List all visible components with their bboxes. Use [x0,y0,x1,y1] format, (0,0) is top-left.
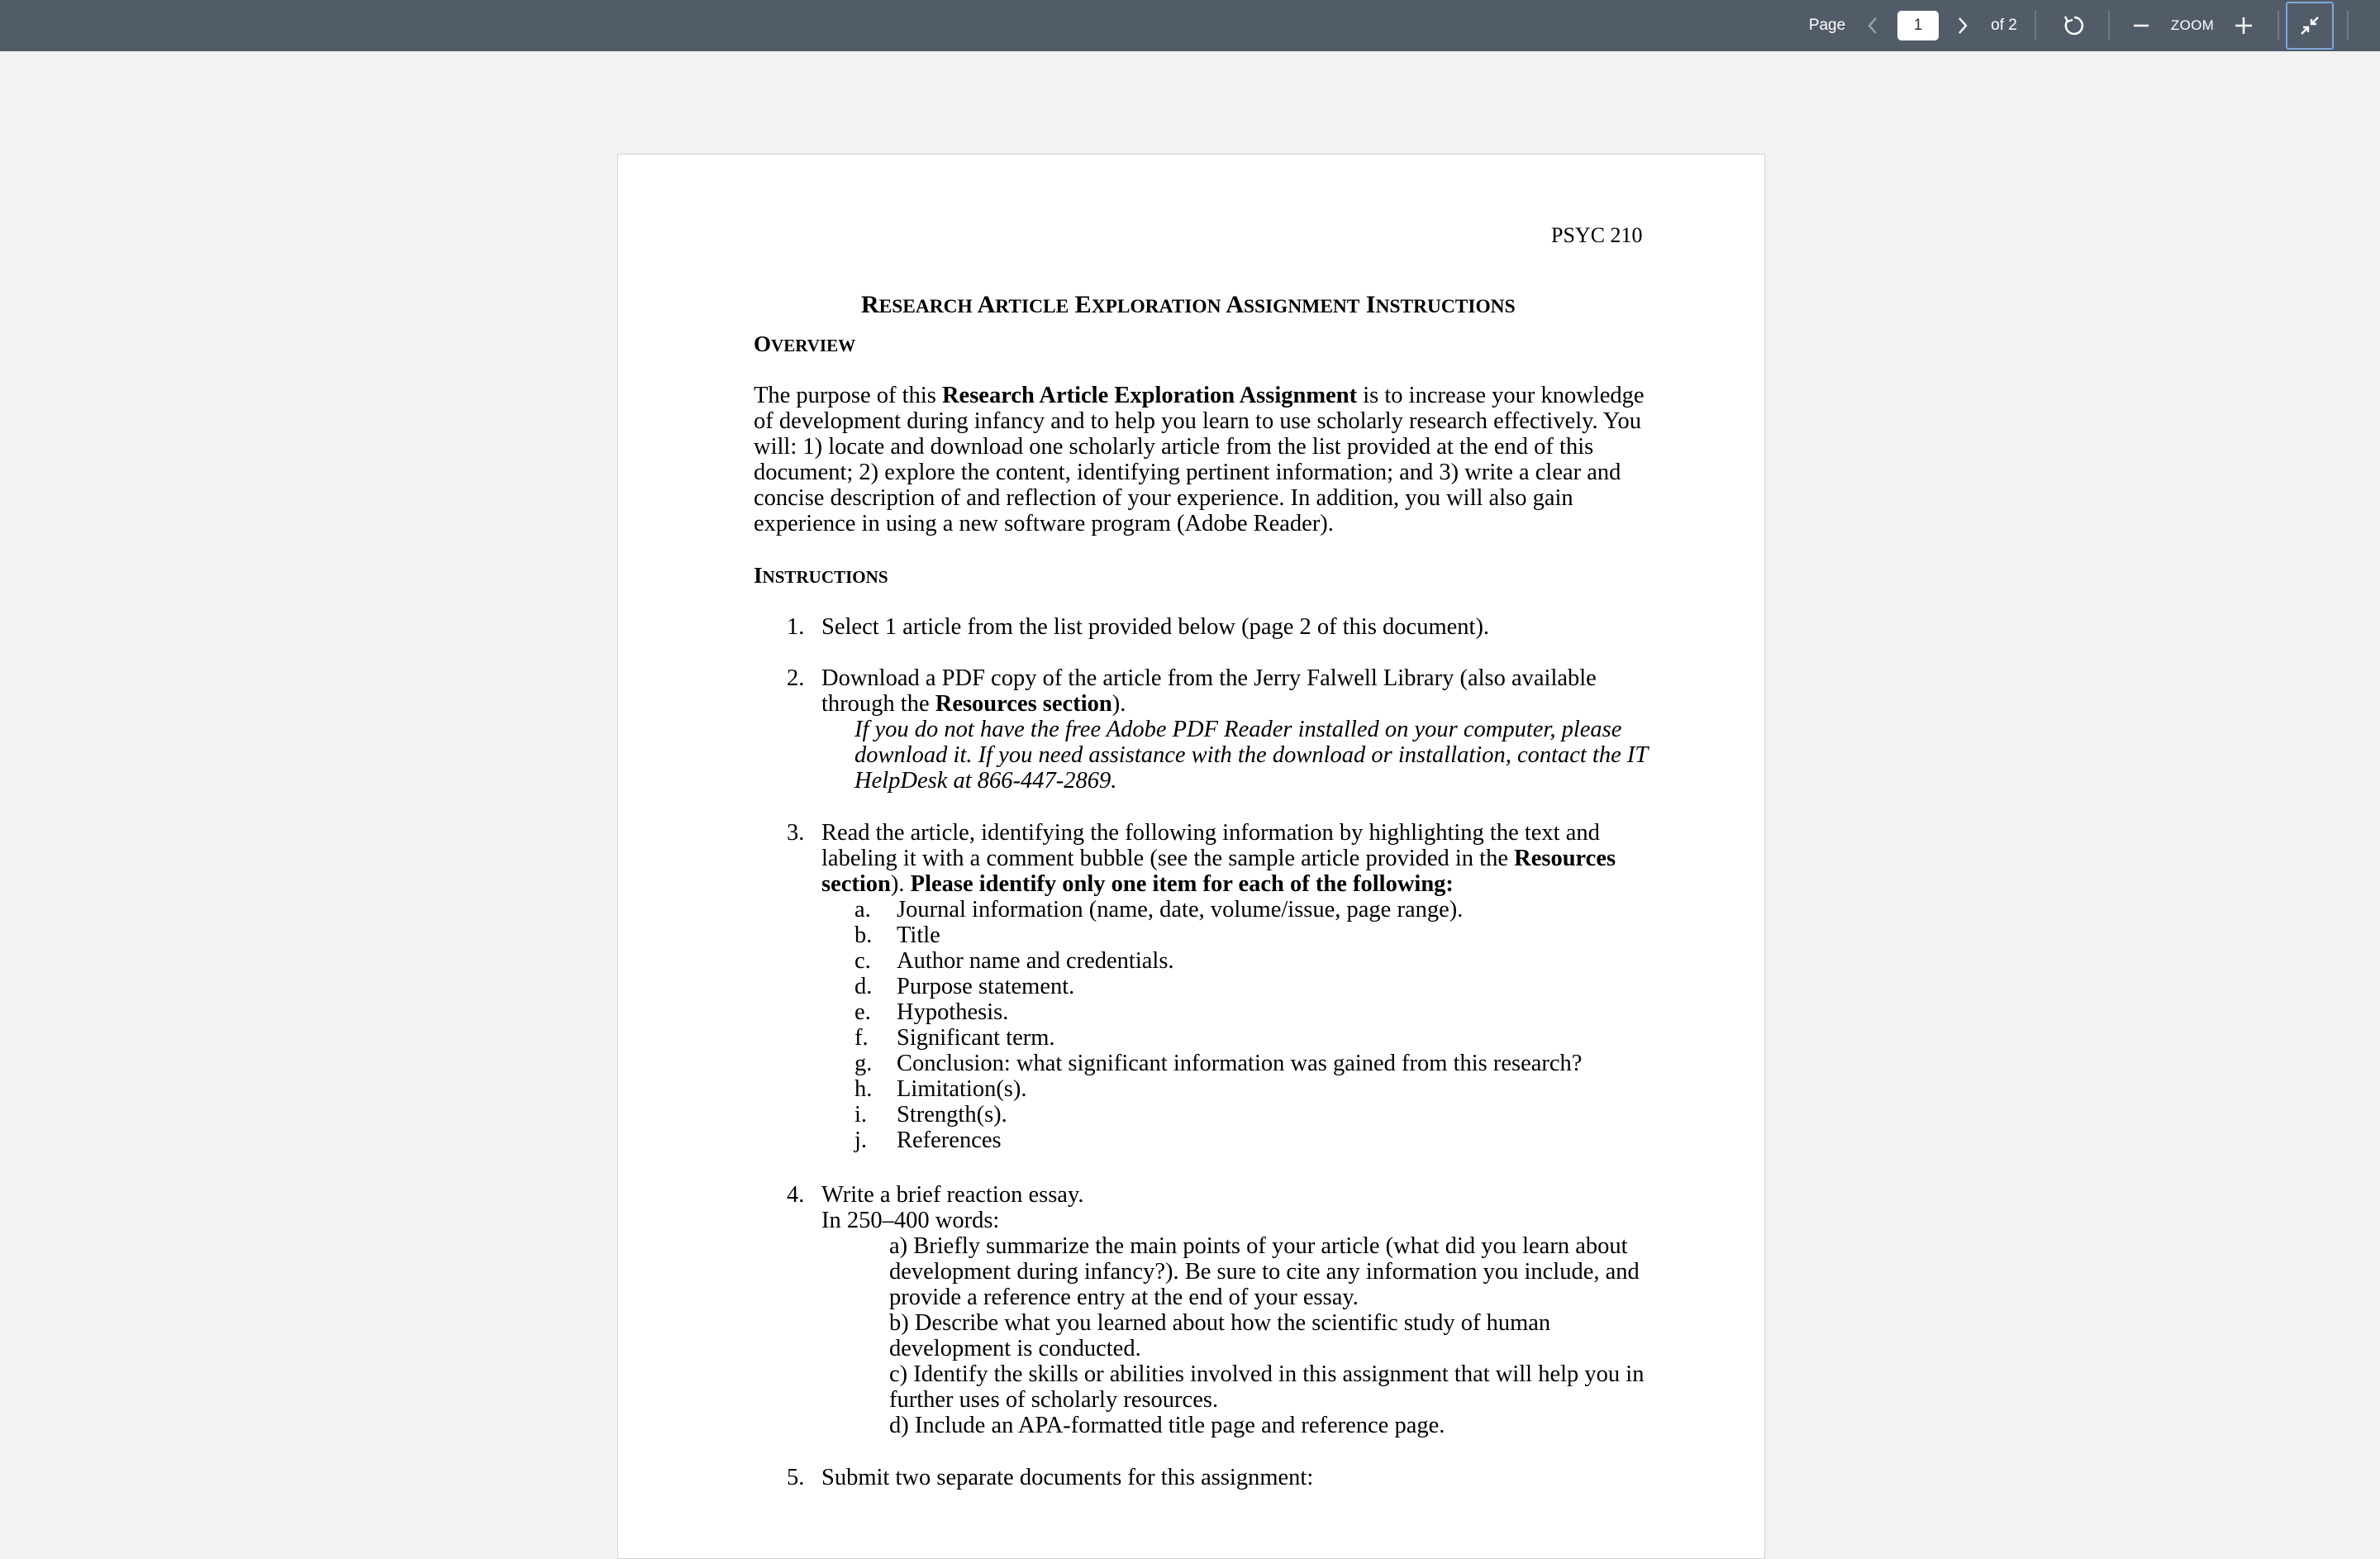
next-page-button[interactable] [1953,0,1973,51]
list-item-letter: j. [854,1128,868,1153]
pdf-toolbar [0,0,2380,51]
step-number: 4. [787,1182,805,1208]
document-title: RESEARCH ARTICLE EXPLORATION ASSIGNMENT INSTRUCTIONS [861,291,1516,318]
step-3-line: section). Please identify only one item for each of the following: [821,871,1454,897]
step-1-text: Select 1 article from the list provided below (page 2 of this document). [821,614,1490,640]
collapse-icon [2299,15,2320,36]
step-3-line: labeling it with a comment bubble (see the sample article provided in the Resources [821,846,1616,871]
step-2-note: If you do not have the free Adobe PDF Reader installed on your computer, please [854,717,1622,742]
list-item: Conclusion: what significant information was gained from this research? [897,1051,1583,1076]
plus-icon [2234,16,2254,36]
step-number: 2. [787,665,805,691]
step-number: 3. [787,820,805,846]
essay-requirement-line: further uses of scholarly resources. [889,1387,1219,1413]
zoom-label: ZOOM [2170,17,2215,33]
list-item-letter: c. [854,948,871,974]
essay-requirement-line: development during infancy?). Be sure to cite any information you include, and [889,1259,1640,1285]
list-item-letter: e. [854,999,871,1025]
step-2-line: through the Resources section). [821,691,1126,717]
course-code: PSYC 210 [1551,223,1643,247]
toolbar-divider [2278,11,2279,41]
step-2-note: download it. If you need assistance with the download or installation, contact the IT [854,742,1649,768]
rotate-button[interactable] [2058,0,2091,51]
list-item-letter: i. [854,1102,868,1128]
list-item: References [897,1128,1002,1153]
toolbar-divider [2035,11,2036,41]
list-item: Significant term. [897,1025,1055,1051]
list-item: Journal information (name, date, volume/issue, page range). [897,897,1464,923]
chevron-left-icon [1867,17,1878,35]
list-item-letter: a. [854,897,871,923]
overview-line: experience in using a new software program (Adobe Reader). [754,511,1334,536]
list-item: Author name and credentials. [897,948,1174,974]
essay-requirement-line: b) Describe what you learned about how the scientific study of human [889,1310,1551,1336]
essay-requirement-line: development is conducted. [889,1336,1141,1361]
overview-line: of development during infancy and to help you learn to use scholarly research effectively. You [754,408,1641,434]
list-item-letter: f. [854,1025,869,1051]
list-item: Strength(s). [897,1102,1007,1128]
step-5-text: Submit two separate documents for this assignment: [821,1465,1314,1490]
essay-requirement-line: provide a reference entry at the end of your essay. [889,1285,1359,1310]
page-number-input[interactable] [1897,11,1939,41]
step-3-line: Read the article, identifying the following information by highlighting the text and [821,820,1600,846]
list-item-letter: g. [854,1051,873,1076]
page-label: Page [1808,17,1846,34]
zoom-in-button[interactable] [2231,0,2256,51]
instructions-heading: INSTRUCTIONS [754,563,888,588]
step-4-line: In 250–400 words: [821,1208,1000,1233]
list-item: Purpose statement. [897,974,1075,999]
minus-icon [2132,17,2150,35]
step-2-line: Download a PDF copy of the article from the Jerry Falwell Library (also available [821,665,1597,691]
step-2-note: HelpDesk at 866-447-2869. [854,768,1117,794]
overview-line: concise description of and reflection of your experience. In addition, you will also gain [754,485,1573,511]
overview-line: document; 2) explore the content, identifying pertinent information; and 3) write a clear and [754,460,1621,485]
list-item: Hypothesis. [897,999,1009,1025]
previous-page-button[interactable] [1863,0,1883,51]
total-pages-label: of 2 [1991,17,2017,34]
exit-fullscreen-button[interactable] [2286,2,2334,50]
essay-requirement-line: a) Briefly summarize the main points of your article (what did you learn about [889,1233,1628,1259]
list-item: Title [897,923,940,948]
list-item: Limitation(s). [897,1076,1027,1102]
essay-requirement-line: d) Include an APA-formatted title page and reference page. [889,1413,1445,1438]
step-4-line: Write a brief reaction essay. [821,1182,1084,1208]
list-item-letter: b. [854,923,873,948]
overview-heading: OVERVIEW [754,331,856,356]
chevron-right-icon [1957,17,1968,35]
essay-requirement-line: c) Identify the skills or abilities involved in this assignment that will help you in [889,1361,1645,1387]
list-item-letter: d. [854,974,873,999]
toolbar-divider [2347,11,2349,41]
toolbar-divider [2108,11,2110,41]
rotate-icon [2063,14,2086,37]
overview-line: The purpose of this Research Article Exploration Assignment is to increase your knowledge [754,383,1645,408]
overview-line: will: 1) locate and download one scholarly article from the list provided at the end of this [754,434,1594,460]
step-number: 1. [787,614,805,640]
step-number: 5. [787,1465,805,1490]
document-page [617,154,1765,1559]
list-item-letter: h. [854,1076,873,1102]
zoom-out-button[interactable] [2129,0,2154,51]
